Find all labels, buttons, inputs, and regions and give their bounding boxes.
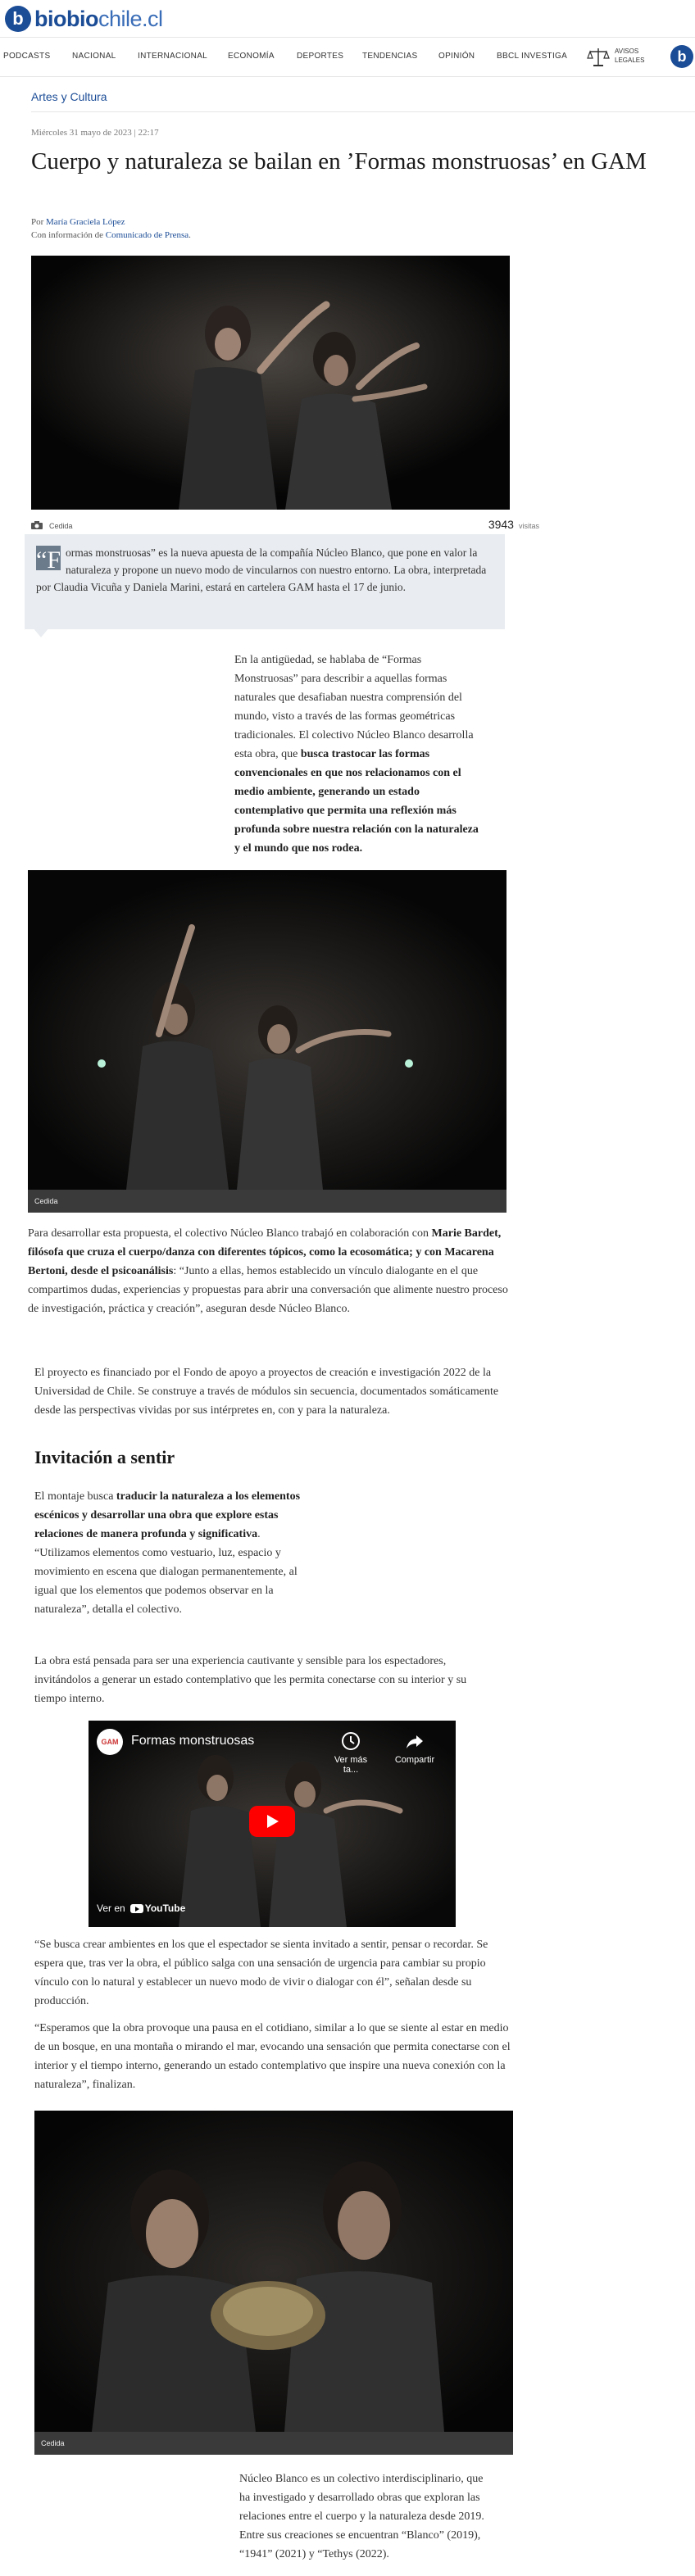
paragraph-3: El proyecto es financiado por el Fondo de apoyo a proyectos de creación e investigación 2022 de la Universidad de Chile. Se construye a través de módulos sin secuencia, documentados somáticamente desde las perspectivas vividas por sus intérpretes en, con y para la naturaleza.: [34, 1367, 499, 1417]
legal-line-1: AVISOS: [615, 48, 639, 55]
p4-text-a: El montaje busca: [34, 1490, 116, 1503]
p4-text-c: . “Utilizamos elementos como vestuario, luz, espacio y movimiento en escena que dialogan permanentemente, al igual que los elementos que podemos observar en la naturaleza”, detalla el colectivo.: [34, 1528, 298, 1616]
second-photo[interactable]: [28, 870, 506, 1213]
nav-item-nacional[interactable]: NACIONAL: [72, 52, 116, 61]
nav-item-deportes[interactable]: DEPORTES: [297, 52, 344, 61]
nav-item-podcasts[interactable]: PODCASTS: [3, 52, 51, 61]
dancers-with-nest-image: [34, 2111, 513, 2432]
divider: [31, 111, 695, 112]
play-button[interactable]: [249, 1806, 295, 1837]
channel-avatar[interactable]: GAM: [97, 1729, 123, 1755]
quote-mark-icon: “F: [36, 546, 61, 574]
p4-text-b: traducir la naturaleza a los elementos escénicos y desarrollar una obra que explore estas relaciones de manera profunda y significativa: [34, 1490, 301, 1540]
source-prefix: Con información de: [31, 230, 103, 240]
youtube-embed[interactable]: [89, 1721, 456, 1927]
nav-item-bbcl-investiga[interactable]: BBCL INVESTIGA: [497, 52, 568, 61]
watch-on-youtube-link[interactable]: [97, 1903, 185, 1914]
youtube-label: YouTube: [144, 1903, 186, 1914]
paragraph-5: La obra está pensada para ser una experiencia cautivante y sensible para los espectadores, invitándolos a generar un estado contemplativo que les permita conectarse con su interior y su tiempo interno.: [34, 1655, 467, 1705]
visit-counter: [488, 518, 539, 531]
share-button[interactable]: [390, 1730, 439, 1765]
dancers-photo-2-image: [28, 870, 506, 1190]
paragraph-1a: [234, 651, 480, 858]
p2-text-a: Para desarrollar esta propuesta, el colectivo Núcleo Blanco trabajó en colaboración con: [28, 1227, 432, 1240]
section-heading: Invitación a sentir: [34, 1447, 175, 1467]
paragraph-2: [28, 1224, 511, 1318]
nav-logo-icon[interactable]: b: [670, 45, 693, 68]
byline-prefix: Por: [31, 217, 44, 227]
visits-count: 3943: [488, 518, 514, 531]
paragraph-4: [34, 1487, 305, 1619]
paragraph-7: “Esperamos que la obra provoque una pausa en el cotidiano, similar a lo que se siente al estar en medio de un bosque, en una montaña o mirando el mar, evocando una sensación que permita conectarse con el interior y el tiempo interno, generando un estado contemplativo que inspire una nueva conexión con la naturaleza”, finalizan.: [34, 2022, 511, 2091]
watch-later-label: Ver más ta...: [334, 1755, 368, 1775]
legal-notices-link[interactable]: [615, 47, 644, 65]
scale-of-justice-icon[interactable]: [587, 46, 610, 69]
visits-label: visitas: [518, 522, 539, 530]
logo-text-light: chile.cl: [98, 6, 163, 31]
lead-text: ormas monstruosas” es la nueva apuesta de la compañía Núcleo Blanco, que pone en valor la naturaleza y propone un nuevo modo de vincularnos con nuestro entorno. La obra, interpretada por Claudia Vicuña y Daniela Marini, estará en cartelera GAM hasta el 17 de junio.: [36, 546, 487, 593]
photo-caption-bar-3: Cedida: [34, 2432, 513, 2455]
nav-item-economia[interactable]: ECONOMÍA: [228, 52, 275, 61]
source-suffix: .: [189, 230, 191, 240]
author-link[interactable]: María Graciela López: [46, 217, 125, 227]
main-photo[interactable]: [31, 256, 510, 510]
site-logo[interactable]: [5, 4, 163, 34]
p1-text-a: En la antigüedad, se hablaba de “Formas Monstruosas” para describir a aquellas formas naturales que desafiaban nuestra comprensión del mundo, visto a través de las formas geométricas tradicionales. El colectivo Núcleo Blanco desarrolla esta obra, que: [234, 654, 474, 760]
nav-item-tendencias[interactable]: TENDENCIAS: [362, 52, 418, 61]
p2-text-b: Marie Bardet, filósofa que cruza el cuerpo/danza con diferentes tópicos, como la ecosomática; y con Macarena Bertoni, desde el psicoanálisis: [28, 1227, 502, 1277]
clock-icon: [340, 1730, 361, 1752]
legal-line-2: LEGALES: [615, 57, 645, 64]
top-header: [0, 0, 695, 38]
paragraph-6: “Se busca crear ambientes en los que el espectador se sienta invitado a sentir, pensar o recordar. Se espera que, tras ver la obra, el público salga con una sensación de urgencia para cambiar su propio vínculo con lo natural y establecer un nuevo modo de vivir o dialogar con él”, señalan desde su producción.: [34, 1939, 488, 2007]
video-title[interactable]: Formas monstruosas: [131, 1734, 255, 1748]
paragraph-8: Núcleo Blanco es un colectivo interdisciplinario, que ha investigado y desarrollado obras que exploran las relaciones entre el cuerpo y la naturaleza desde 2019. Entre sus creaciones se encuentran “Blanco” (2019), “1941” (2021) y “Tethys (2022).: [239, 2473, 484, 2560]
camera-icon: [31, 521, 43, 529]
photo-meta: [31, 518, 539, 536]
logo-text: [34, 7, 163, 32]
share-label: Compartir: [394, 1755, 435, 1765]
photo-credit: Cedida: [49, 522, 73, 530]
section-link[interactable]: Artes y Cultura: [31, 90, 107, 103]
article-title: Cuerpo y naturaleza se bailan en ’Formas monstruosas’ en GAM: [31, 148, 647, 175]
p2-text-c: : “Junto a ellas, hemos establecido un vínculo dialogante en el que compartimos dudas, experiencias y propuestas para abrir una conversación que alimente nuestro proceso de investigación, práctica y creación”, aseguran desde Núcleo Blanco.: [28, 1265, 508, 1315]
lead-quote: [25, 534, 505, 629]
youtube-logo-icon: [130, 1903, 186, 1914]
nav-item-internacional[interactable]: INTERNACIONAL: [138, 52, 208, 61]
p1-text-b: busca trastocar las formas convencionales en que nos relacionamos con el medio ambiente, generando un estado contemplativo que permita una reflexión más profunda sobre nuestra relación con la naturaleza y el mundo que nos rodea.: [234, 748, 479, 855]
nav-item-opinion[interactable]: OPINIÓN: [438, 52, 475, 61]
source-link[interactable]: Comunicado de Prensa: [105, 230, 189, 240]
third-photo[interactable]: [34, 2111, 513, 2455]
photo-caption-bar: Cedida: [28, 1190, 506, 1213]
watch-later-button[interactable]: [326, 1730, 375, 1775]
dancers-photo-image: [31, 256, 510, 510]
logo-mark-icon: b: [5, 6, 31, 32]
article-date: Miércoles 31 mayo de 2023 | 22:17: [31, 128, 159, 138]
quote-tail: [33, 628, 49, 637]
watch-on-label: Ver en: [97, 1903, 125, 1914]
logo-text-bold: biobio: [34, 6, 98, 31]
share-arrow-icon: [404, 1730, 425, 1752]
byline: [31, 215, 191, 242]
